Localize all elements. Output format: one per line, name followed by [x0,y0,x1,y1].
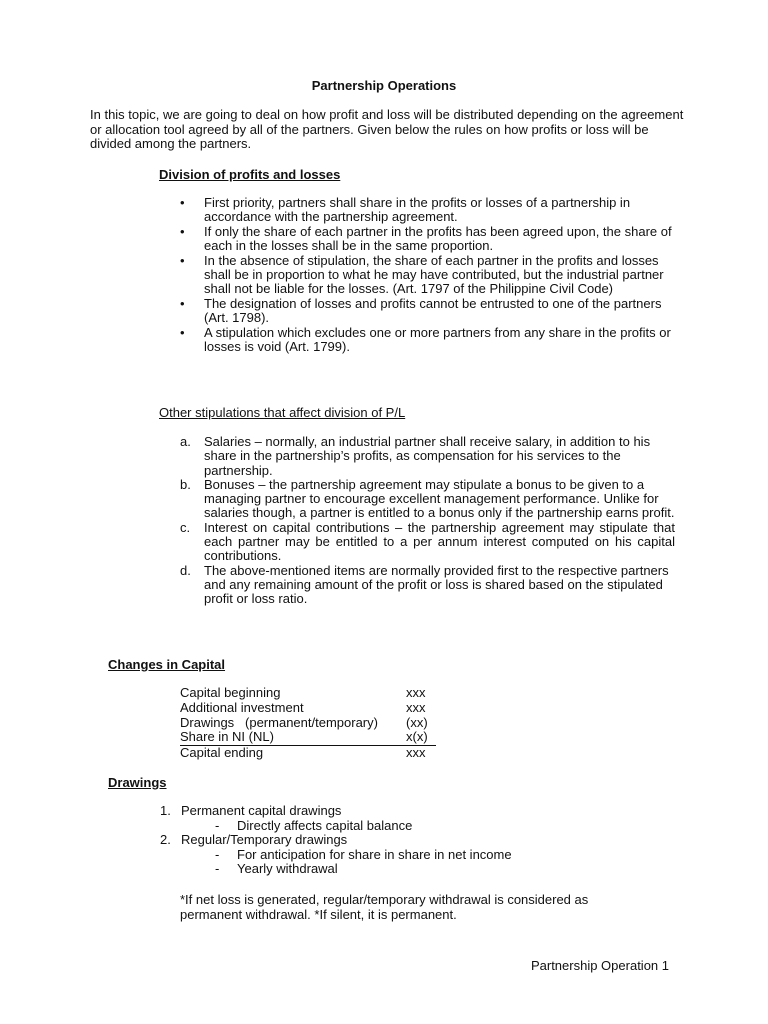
drawings-heading: Drawings [108,775,167,790]
table-row [180,686,436,701]
row-label: Capital ending [180,745,264,761]
row-label: Share in NI (NL) [180,730,406,745]
row-label: Capital beginning [180,685,281,700]
list-item [180,435,675,478]
list-item [180,196,680,225]
stipulations-list [180,435,675,607]
list-item-text: Permanent capital drawings [181,803,342,818]
row-value: xxx [406,745,426,761]
list-item [180,254,680,297]
list-item-text: A stipulation which excludes one or more partners from any share in the profits or losses is void (Art. 1799). [204,324,671,355]
sub-item-text: For anticipation for share in share in net income [237,846,512,862]
row-label: Additional investment [180,699,304,715]
dash-mark: - [215,817,220,833]
division-heading: Division of profits and losses [159,167,341,182]
table-row [180,701,436,716]
sub-item [160,848,512,863]
list-marker: a. [180,434,191,449]
row-value: (xx) [406,714,428,730]
bullet-mark: • [180,195,185,210]
list-item-text: Bonuses – the partnership agreement may stipulate a bonus to be given to a managing partner to encourage excellent management performance. Unlike for salaries though, a partner is entitled to a bonus only if the partnership earns profit. [204,476,675,521]
list-item-text: Interest on capital contributions – the partnership agreement may stipulate that each partner may be entitled to a per annum interest computed on his capital contributions. [204,519,675,564]
row-value: xxx [406,699,426,715]
list-item [160,833,512,848]
list-marker: 1. [160,803,171,818]
list-marker: b. [180,476,191,492]
list-item [180,478,675,521]
bullet-mark: • [180,295,185,311]
page-title: Partnership Operations [311,78,457,93]
sub-item [160,819,512,834]
sub-item [160,862,512,877]
table-row [180,716,436,731]
bullet-mark: • [180,252,185,268]
list-marker: d. [180,562,191,578]
list-item [160,804,512,819]
changes-in-capital-heading: Changes in Capital [108,657,226,672]
bullet-mark: • [180,324,185,340]
list-item-text: Salaries – normally, an industrial partner shall receive salary, in addition to his share in the partnership’s profits, as compensation for his services to the partnership. [204,434,651,478]
table-row [180,730,436,745]
capital-table [180,686,436,761]
drawings-note: *If net loss is generated, regular/temporary withdrawal is considered as permanent withdrawal. *If silent, it is permanent. [180,892,589,922]
page-footer: Partnership Operation 1 [530,958,669,973]
list-item [180,297,680,326]
list-marker: c. [180,519,191,535]
sub-item-text: Directly affects capital balance [237,817,413,833]
row-value: xxx [406,685,426,700]
row-value: x(x) [406,730,436,745]
intro-paragraph: In this topic, we are going to deal on how profit and loss will be distributed depending on the agreement or allocation tool agreed by all of the partners. Given below the rules on how profits or loss will be divided among the partners. [90,107,684,152]
list-item-text: Regular/Temporary drawings [181,832,348,848]
list-item-text: In the absence of stipulation, the share of each partner in the profits and losses shall be in proportion to what he may have contributed, but the industrial partner shall not be liable for the losses. (Art. 1797 of the Philippine Civil Code) [204,252,664,297]
list-item-text: The designation of losses and profits cannot be entrusted to one of the partners (Art. 1798). [204,295,662,326]
list-item [180,521,675,564]
table-row [180,746,436,761]
sub-item-text: Yearly withdrawal [237,861,338,877]
list-item [180,326,680,355]
division-list [180,196,680,354]
dash-mark: - [215,846,220,862]
drawings-list [160,804,512,877]
dash-mark: - [215,861,220,877]
row-label: Drawings (permanent/temporary) [180,714,378,730]
list-item-text: First priority, partners shall share in the profits or losses of a partnership in accordance with the partnership agreement. [204,195,631,225]
other-stipulations-heading: Other stipulations that affect division of P/L [159,405,406,420]
list-marker: 2. [160,832,171,848]
list-item [180,564,675,607]
list-item [180,225,680,254]
bullet-mark: • [180,223,185,239]
list-item-text: The above-mentioned items are normally provided first to the respective partners and any remaining amount of the profit or loss is shared based on the stipulated profit or loss ratio. [204,562,669,607]
list-item-text: If only the share of each partner in the profits has been agreed upon, the share of each in the losses shall be in the same proportion. [204,223,672,254]
